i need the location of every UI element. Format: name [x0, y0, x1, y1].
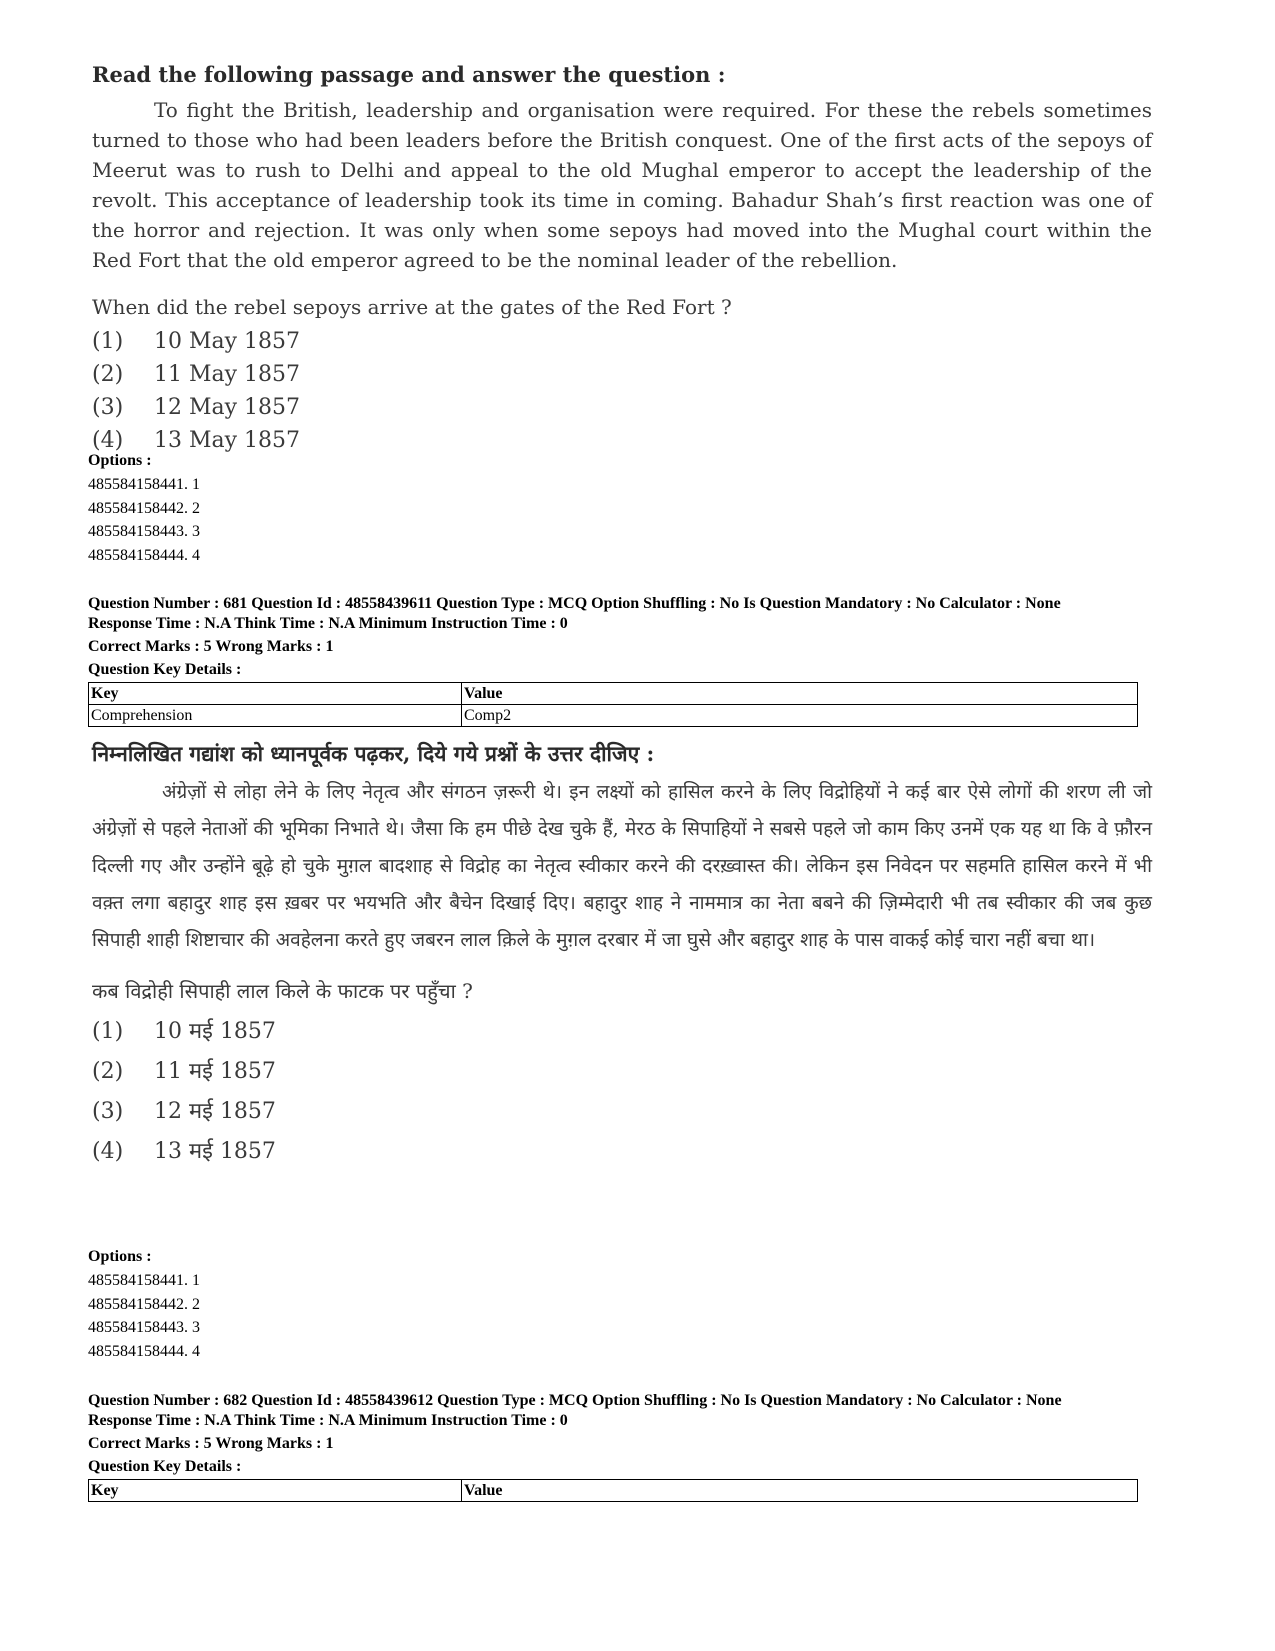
hindi-passage-heading: निम्नलिखित गद्यांश को ध्यानपूर्वक पढ़कर, दिये गये प्रश्नों के उत्तर दीजिए :	[92, 741, 655, 766]
question-meta-681	[88, 594, 1188, 680]
hindi-passage	[92, 740, 1152, 1172]
key-details-label: Question Key Details :	[88, 1458, 242, 1475]
english-passage	[92, 62, 1152, 457]
table-cell-key: Comprehension	[89, 705, 462, 727]
english-choice: (3) 12 May 1857	[92, 395, 301, 420]
option-id-line: 485584158444. 4	[88, 546, 200, 564]
question-info-line: Question Number : 682 Question Id : 48558439612 Question Type : MCQ Option Shuffling : No Is Question Mandatory : No Calculator : None	[88, 1392, 1062, 1409]
table-header-value: Value	[462, 1480, 1138, 1502]
timing-info-line: Response Time : N.A Think Time : N.A Minimum Instruction Time : 0	[88, 1412, 568, 1429]
table-header-key: Key	[89, 683, 462, 705]
options-block	[88, 1247, 1188, 1363]
option-id-line: 485584158444. 4	[88, 1342, 200, 1360]
key-details-label: Question Key Details :	[88, 661, 242, 678]
english-choice: (2) 11 May 1857	[92, 362, 301, 387]
question-meta-682	[88, 1391, 1188, 1477]
hindi-choice: (2) 11 मई 1857	[92, 1059, 276, 1084]
options-block	[88, 451, 1188, 567]
key-table-681	[88, 682, 1138, 727]
options-label: Options :	[88, 452, 152, 469]
table-row	[89, 705, 1138, 727]
option-id-line: 485584158443. 3	[88, 523, 200, 540]
hindi-question: कब विद्रोही सिपाही लाल किले के फाटक पर पहुँचा ?	[92, 979, 473, 1003]
timing-info-line: Response Time : N.A Think Time : N.A Minimum Instruction Time : 0	[88, 615, 568, 632]
table-header-row	[89, 1480, 1138, 1502]
marks-line: Correct Marks : 5 Wrong Marks : 1	[88, 638, 334, 655]
hindi-choice: (3) 12 मई 1857	[92, 1099, 276, 1124]
english-passage-paragraph: To fight the British, leadership and organisation were required. For these the rebels sometimes turned to those who had been leaders before the British conquest. One of the first acts of the sepoys of Meerut was to rush to Delhi and appeal to the old Mughal emperor to accept the leadership of the revolt. This acceptance of leadership took its time in coming. Bahadur Shah’s first reaction was one of the horror and rejection. It was only when some sepoys had moved into the Mughal court within the Red Fort that the old emperor agreed to be the nominal leader of the rebellion.	[92, 98, 1152, 272]
table-header-value: Value	[462, 683, 1138, 705]
table-header-key: Key	[89, 1480, 462, 1502]
option-id-line: 485584158441. 1	[88, 1272, 200, 1289]
english-choice: (1) 10 May 1857	[92, 329, 301, 354]
option-id-line: 485584158442. 2	[88, 499, 200, 517]
option-id-line: 485584158441. 1	[88, 476, 200, 493]
english-choices	[92, 325, 1152, 457]
english-passage-heading: Read the following passage and answer the question :	[92, 62, 726, 87]
key-table-682	[88, 1479, 1138, 1502]
option-id-line: 485584158443. 3	[88, 1319, 200, 1336]
english-choice: (4) 13 May 1857	[92, 428, 301, 453]
question-info-line: Question Number : 681 Question Id : 48558439611 Question Type : MCQ Option Shuffling : No Is Question Mandatory : No Calculator : None	[88, 595, 1061, 612]
table-cell-value: Comp2	[462, 705, 1138, 727]
options-label: Options :	[88, 1248, 152, 1265]
marks-line: Correct Marks : 5 Wrong Marks : 1	[88, 1435, 334, 1452]
hindi-passage-paragraph: अंग्रेज़ों से लोहा लेने के लिए नेतृत्व और संगठन ज़रूरी थे। इन लक्ष्यों को हासिल करने के लिए विद्रोहियों ने कई बार ऐसे लोगों की शरण ली जो अंग्रेज़ों से पहले नेताओं की भूमिका निभाते थे। जैसा कि हम पीछे देख चुके हैं, मेरठ के सिपाहियों ने सबसे पहले जो काम किए उनमें एक यह था कि वे फ़ौरन दिल्ली गए और उन्होंने बूढ़े हो चुके मुग़ल बादशाह से विद्रोह का नेतृत्व स्वीकार करने की दरख़्वास्त की। लेकिन इस निवेदन पर सहमति हासिल करने में भी वक़्त लगा बहादुर शाह इस ख़बर पर भयभति और बैचेन दिखाई दिए। बहादुर शाह ने नाममात्र का नेता बबने की ज़िम्मेदारी भी तब स्वीकार की जब कुछ सिपाही शाही शिष्टाचार की अवहेलना करते हुए जबरन लाल क़िले के मुग़ल दरबार में जा घुसे और बहादुर शाह के पास वाकई कोई चारा नहीं बचा था।	[92, 781, 1152, 951]
hindi-choice: (4) 13 मई 1857	[92, 1139, 276, 1164]
english-question: When did the rebel sepoys arrive at the gates of the Red Fort ?	[92, 295, 732, 319]
hindi-choice: (1) 10 मई 1857	[92, 1019, 276, 1044]
table-header-row	[89, 683, 1138, 705]
option-id-line: 485584158442. 2	[88, 1295, 200, 1313]
hindi-choices	[92, 1012, 1152, 1172]
